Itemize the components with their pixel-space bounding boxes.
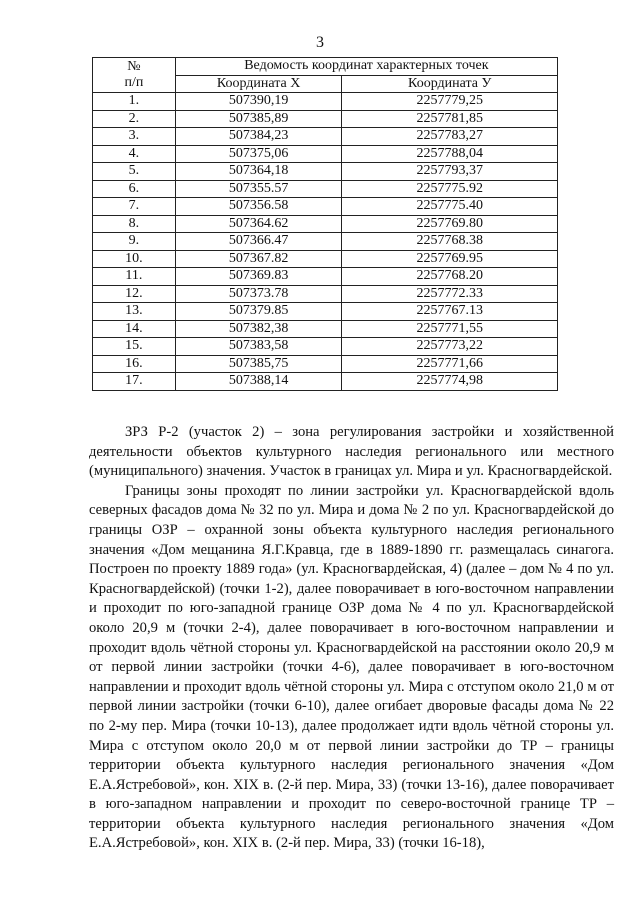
table-row [93,163,558,181]
table-row [93,373,558,391]
coordinate-x-cell: 507383,58 [175,338,342,356]
page-number: 3 [316,34,324,51]
coordinate-x-cell: 507364.62 [175,215,342,233]
coordinate-x-cell: 507366.47 [175,233,342,251]
table-row [93,268,558,286]
coordinate-x-cell: 507367.82 [175,250,342,268]
point-number-cell: 2. [93,110,176,128]
point-number-cell: 17. [93,373,176,391]
coordinate-y-cell: 2257767.13 [342,303,558,321]
header-coordinate-x: Координата Х [175,75,342,93]
coordinate-x-cell: 507356.58 [175,198,342,216]
point-number-cell: 3. [93,128,176,146]
point-number-cell: 6. [93,180,176,198]
point-number-cell: 5. [93,163,176,181]
point-number-cell: 8. [93,215,176,233]
coordinate-y-cell: 2257788,04 [342,145,558,163]
coordinates-table-body [93,93,558,391]
coordinate-x-cell: 507373.78 [175,285,342,303]
table-row [93,215,558,233]
point-number-cell: 15. [93,338,176,356]
table-row [93,303,558,321]
coordinate-y-cell: 2257769.95 [342,250,558,268]
point-number-cell: 7. [93,198,176,216]
header-number-cell [93,58,176,93]
coordinate-y-cell: 2257774,98 [342,373,558,391]
coordinate-y-cell: 2257781,85 [342,110,558,128]
body-text [89,423,614,854]
table-row [93,180,558,198]
point-number-cell: 14. [93,320,176,338]
coordinate-x-cell: 507379.85 [175,303,342,321]
point-number-cell: 9. [93,233,176,251]
point-number-cell: 4. [93,145,176,163]
coordinate-x-cell: 507382,38 [175,320,342,338]
coordinate-y-cell: 2257771,55 [342,320,558,338]
table-row [93,355,558,373]
coordinate-x-cell: 507385,75 [175,355,342,373]
table-row [93,250,558,268]
point-number-cell: 11. [93,268,176,286]
point-number-cell: 1. [93,93,176,111]
table-row [93,338,558,356]
coordinate-x-cell: 507384,23 [175,128,342,146]
table-row [93,93,558,111]
header-title: Ведомость координат характерных точек [175,58,557,76]
coordinate-y-cell: 2257769.80 [342,215,558,233]
header-number-symbol: № [127,59,141,74]
point-number-cell: 13. [93,303,176,321]
table-row [93,233,558,251]
coordinate-y-cell: 2257793,37 [342,163,558,181]
table-row [93,110,558,128]
coordinate-y-cell: 2257768.20 [342,268,558,286]
coordinate-x-cell: 507364,18 [175,163,342,181]
coordinate-y-cell: 2257779,25 [342,93,558,111]
coordinate-x-cell: 507390,19 [175,93,342,111]
coordinate-y-cell: 2257773,22 [342,338,558,356]
table-row [93,128,558,146]
header-number-abbrev: п/п [124,75,144,90]
coordinate-x-cell: 507355.57 [175,180,342,198]
coordinate-y-cell: 2257775.92 [342,180,558,198]
coordinate-y-cell: 2257775.40 [342,198,558,216]
coordinate-y-cell: 2257772.33 [342,285,558,303]
point-number-cell: 12. [93,285,176,303]
point-number-cell: 16. [93,355,176,373]
coordinate-x-cell: 507385,89 [175,110,342,128]
coordinate-x-cell: 507369.83 [175,268,342,286]
coordinate-y-cell: 2257783,27 [342,128,558,146]
header-coordinate-y: Координата У [342,75,558,93]
table-row [93,320,558,338]
table-row [93,145,558,163]
table-row [93,285,558,303]
coordinate-y-cell: 2257768.38 [342,233,558,251]
coordinates-table [92,57,558,391]
paragraph-zone-title: ЗРЗ Р-2 (участок 2) – зона регулирования застройки и хозяйственной деятельности объектов культурного наследия регионального или местного (муниципального) значения. Участок в границах ул. Мира и ул. Красногвардейской. [89,424,614,480]
paragraph-zone-boundaries: Границы зоны проходят по линии застройки ул. Красногвардейской вдоль северных фасадов дома № 32 по ул. Мира и дома № 2 по ул. Красногвардейской до границы ОЗР – охранной зоны объекта культурного наследия регионального значения «Дом мещанина Я.Г.Кравца, где в 1889-1890 гг. размещалась синагога. Построен по проекту 1889 года» (ул. Красногвардейская, 4) (далее – дом № 4 по ул. Красногвардейской) (точки 1-2), далее поворачивает в юго-восточном направлении и проходит по юго-западной границе ОЗР дома № 4 по ул. Красногвардейской около 20,9 м (точки 2-4), далее поворачивает в юго-восточном направлении и проходит вдоль чётной стороны ул. Красногвардейской на расстоянии около 20,9 м от первой линии застройки (точки 4-6), далее поворачивает в юго-восточном направлении и проходит вдоль чётной стороны ул. Мира с отступом около 21,0 м от первой линии застройки (точки 6-10), далее огибает дворовые фасады дома № 22 по 2-му пер. Мира (точки 10-13), далее продолжает идти вдоль чётной стороны ул. Мира с отступом около 20,0 м от первой линии застройки до ТР – границы территории объекта культурного наследия регионального значения «Дом Е.А.Ястребовой», кон. XIX в. (2-й пер. Мира, 33) (точки 13-16), далее поворачивает в юго-западном направлении и проходит по северо-восточной границе ТР – территории объекта культурного наследия регионального значения «Дом Е.А.Ястребовой», кон. XIX в. (2-й пер. Мира, 33) (точки 16-18), [89,482,614,852]
coordinate-y-cell: 2257771,66 [342,355,558,373]
point-number-cell: 10. [93,250,176,268]
table-row [93,198,558,216]
coordinate-x-cell: 507375,06 [175,145,342,163]
coordinate-x-cell: 507388,14 [175,373,342,391]
